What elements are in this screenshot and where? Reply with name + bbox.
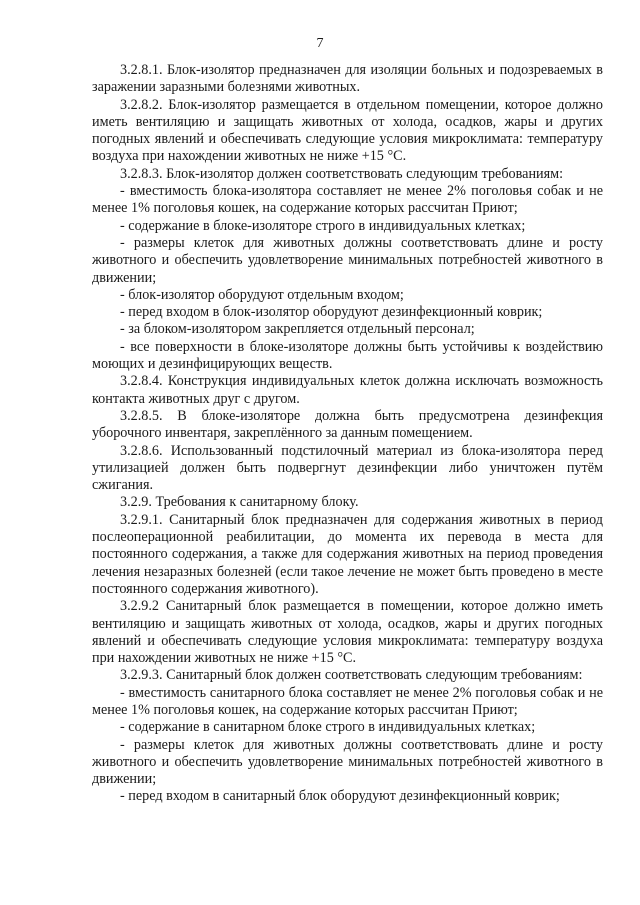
clause-3-2-9: 3.2.9. Требования к санитарному блоку.: [120, 494, 359, 511]
clause-3-2-9-1: 3.2.9.1. Санитарный блок предназначен для содержания животных в период послеоперационной реабилитации, до момента их перевода в места для постоянного содержания, а также для содержания животных на период проведения лечения незаразных болезней (если такое лечение не может быть проведено в месте постоянного содержания животного).: [92, 511, 603, 597]
list-item: - размеры клеток для животных должны соответствовать длине и росту животного и обеспечить удовлетворение минимальных потребностей животного в движении;: [92, 736, 603, 788]
clause-3-2-8-4: 3.2.8.4. Конструкция индивидуальных клеток должна исключать возможность контакта животных друг с другом.: [92, 373, 603, 407]
list-item: - за блоком-изолятором закрепляется отдельный персонал;: [120, 321, 475, 338]
list-item: - содержание в санитарном блоке строго в индивидуальных клетках;: [120, 719, 536, 736]
clause-3-2-8-5: 3.2.8.5. В блоке-изоляторе должна быть предусмотрена дезинфекция уборочного инвентаря, закреплённого за данным помещением.: [92, 407, 603, 442]
document-body: [92, 62, 603, 806]
list-item: - перед входом в блок-изолятор оборудуют дезинфекционный коврик;: [120, 304, 543, 321]
list-item: - содержание в блоке-изоляторе строго в индивидуальных клетках;: [120, 217, 526, 234]
clause-3-2-8-2: 3.2.8.2. Блок-изолятор размещается в отдельном помещении, которое должно иметь вентиляцию и защищать животных от холода, осадков, жары и других погодных явлений и обеспечивать следующие условия микроклимата: температуру воздуха при нахождении животных не ниже +15 °С.: [92, 96, 603, 165]
clause-3-2-8-1: 3.2.8.1. Блок-изолятор предназначен для изоляции больных и подозреваемых в заражении заразными болезнями животных.: [92, 62, 603, 96]
page-number: 7: [316, 36, 324, 51]
list-item: - перед входом в санитарный блок оборудуют дезинфекционный коврик;: [120, 788, 560, 805]
list-item: - размеры клеток для животных должны соответствовать длине и росту животного и обеспечить удовлетворение минимальных потребностей животного в движении;: [92, 234, 603, 286]
clause-3-2-9-2: 3.2.9.2 Санитарный блок размещается в помещении, которое должно иметь вентиляцию и защищать животных от холода, осадков, жары и других погодных явлений и обеспечивать следующие условия микроклимата: температуру воздуха при нахождении животных не ниже +15 °С.: [92, 598, 603, 667]
list-item: - все поверхности в блоке-изоляторе должны быть устойчивы к воздействию моющих и дезинфицирующих веществ.: [92, 338, 603, 373]
list-item: - вместимость блока-изолятора составляет не менее 2% поголовья собак и не менее 1% поголовья кошек, на содержание которых рассчитан Приют;: [92, 183, 603, 217]
list-item: - блок-изолятор оборудуют отдельным входом;: [120, 286, 404, 303]
list-item: - вместимость санитарного блока составляет не менее 2% поголовья собак и не менее 1% поголовья кошек, на содержание которых рассчитан Приют;: [92, 684, 603, 718]
clause-3-2-8-6: 3.2.8.6. Использованный подстилочный материал из блока-изолятора перед утилизацией должен быть подвергнут дезинфекции либо уничтожен путём сжигания.: [92, 442, 603, 494]
clause-3-2-8-3: 3.2.8.3. Блок-изолятор должен соответствовать следующим требованиям:: [120, 165, 564, 182]
clause-3-2-9-3: 3.2.9.3. Санитарный блок должен соответствовать следующим требованиям:: [120, 667, 583, 684]
